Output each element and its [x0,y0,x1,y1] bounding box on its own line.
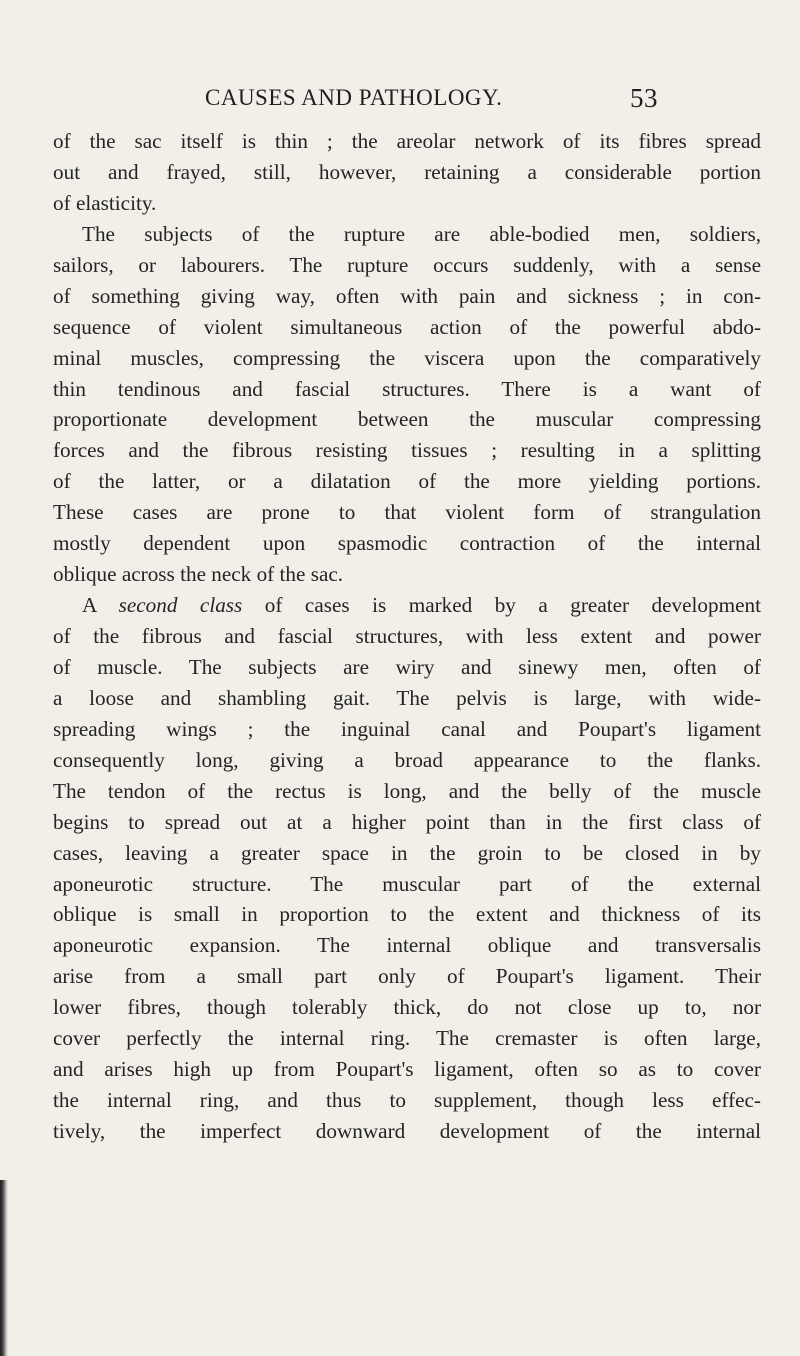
text-line: proportionate development between the muscular compressing [53,407,761,432]
text-line: These cases are prone to that violent form of strangulation [53,500,761,525]
text-line: The tendon of the rectus is long, and the belly of the muscle [53,778,761,803]
text-line: lower fibres, though tolerably thick, do not close up to, nor [53,995,761,1020]
text-line: spreading wings ; the inguinal canal and Poupart's ligament [53,716,761,741]
text-line: mostly dependent upon spasmodic contraction of the internal [53,531,761,556]
body-text [53,126,761,1147]
text-line [53,590,761,621]
text-line: out and frayed, still, however, retaining a considerable portion [53,159,761,184]
text-line: of the sac itself is thin ; the areolar network of its fibres spread [53,129,761,153]
italic-phrase: second class [118,593,243,618]
text-line: arise from a small part only of Poupart's ligament. Their [53,964,761,989]
text-run: A [82,593,119,618]
text-line: aponeurotic structure. The muscular part of the external [53,871,761,896]
text-line: The subjects of the rupture are able-bodied men, soldiers, [82,221,761,246]
text-line: of something giving way, often with pain and sickness ; in con- [53,283,761,308]
text-line: of elasticity. [53,190,157,215]
text-line: thin tendinous and fascial structures. There is a want of [53,376,761,401]
page-header [205,78,658,118]
text-line: sequence of violent simultaneous action of the powerful abdo- [53,314,761,339]
text-line: a loose and shambling gait. The pelvis is large, with wide- [53,685,761,710]
text-line: tively, the imperfect downward development of the internal [53,1119,761,1143]
text-line: begins to spread out at a higher point than in the first class of [53,809,761,834]
text-line: aponeurotic expansion. The internal oblique and transversalis [53,933,761,958]
text-line: sailors, or labourers. The rupture occurs suddenly, with a sense [53,252,761,277]
text-line: oblique across the neck of the sac. [53,562,344,587]
page-number: 53 [630,83,658,113]
text-line: cover perfectly the internal ring. The cremaster is often large, [53,1026,761,1051]
text-line: consequently long, giving a broad appearance to the flanks. [53,747,761,772]
text-line: minal muscles, compressing the viscera upon the comparatively [53,345,761,370]
running-head: CAUSES AND PATHOLOGY. [205,85,503,110]
text-line: oblique is small in proportion to the extent and thickness of its [53,902,761,927]
text-line: of muscle. The subjects are wiry and sinewy men, often of [53,654,761,679]
page-edge-shadow [0,1180,8,1356]
text-line: forces and the fibrous resisting tissues ; resulting in a splitting [53,438,761,463]
text-line: and arises high up from Poupart's ligament, often so as to cover [53,1057,761,1082]
text-line: cases, leaving a greater space in the groin to be closed in by [53,840,761,865]
text-line: of the latter, or a dilatation of the more yielding portions. [53,469,761,494]
text-line: of the fibrous and fascial structures, with less extent and power [53,624,761,648]
text-line: the internal ring, and thus to supplement, though less effec- [53,1088,761,1113]
text-run: of cases is marked by a greater development [242,593,761,618]
